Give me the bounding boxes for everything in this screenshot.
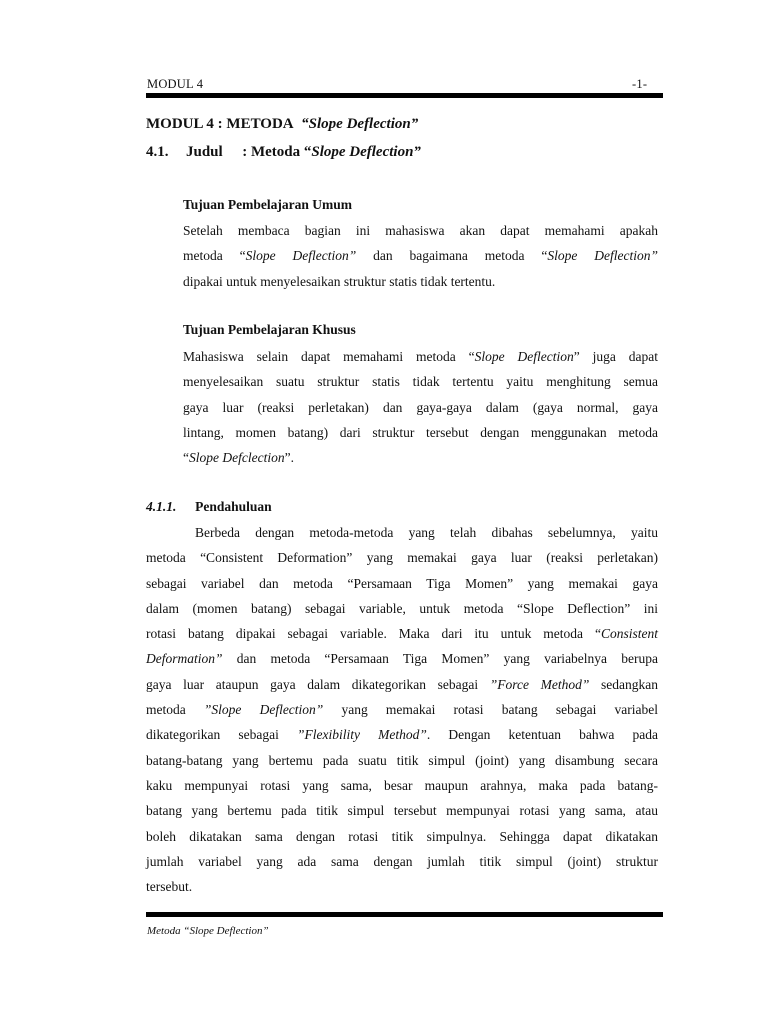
umum-line-1: Setelah membaca bagian ini mahasiswa akan dapat memahami apakah [183, 223, 658, 238]
body-line-13: boleh dikatakan sama dengan rotasi titik simpulnya. Sehingga dapat dikatakan [146, 828, 658, 844]
body-line-3: sebagai variabel dan metoda “Persamaan Tiga Momen” yang memakai gaya [146, 575, 658, 591]
khusus-paragraph [183, 344, 658, 470]
khusus-line-3: gaya luar (reaksi perletakan) dan gaya-gaya dalam (gaya normal, gaya [183, 399, 658, 415]
module-title [146, 116, 418, 133]
umum-line-2: metoda “Slope Deflection” dan bagaimana metoda “Slope Deflection” [183, 248, 658, 264]
section-title-value: : Metoda “Slope Deflection” [242, 144, 421, 160]
footer-rule [146, 912, 663, 917]
body-line-12: batang yang bertemu pada titik simpul tersebut mempunyai rotasi yang sama, atau [146, 803, 658, 819]
khusus-line-1: Mahasiswa selain dapat memahami metoda “Slope Deflection” juga dapat [183, 349, 658, 364]
body-line-9: dikategorikan sebagai ”Flexibility Method”. Dengan ketentuan bahwa pada [146, 727, 658, 743]
subsection-number: 4.1.1. [146, 499, 177, 514]
umum-heading: Tujuan Pembelajaran Umum [183, 197, 353, 212]
body-line-7: gaya luar ataupun gaya dalam dikategorikan sebagai ”Force Method” sedangkan [146, 676, 658, 692]
khusus-line-2: menyelesaikan suatu struktur statis tidak tertentu yaitu menghitung semua [183, 374, 658, 390]
subsection-heading [146, 499, 272, 515]
khusus-line-4: lintang, momen batang) dari struktur tersebut dengan menggunakan metoda [183, 424, 658, 440]
body-line-11: kaku mempunyai rotasi yang sama, besar maupun arahnya, maka pada batang- [146, 777, 658, 793]
body-line-1: Berbeda dengan metoda-metoda yang telah dibahas sebelumnya, yaitu [195, 525, 658, 540]
body-line-4: dalam (momen batang) sebagai variable, untuk metoda “Slope Deflection” ini [146, 600, 658, 616]
umum-line-3: dipakai untuk menyelesaikan struktur statis tidak tertentu. [183, 273, 496, 289]
header-rule [146, 93, 663, 98]
section-title [146, 144, 421, 161]
body-line-8: metoda ”Slope Deflection” yang memakai rotasi batang sebagai variabel [146, 702, 658, 718]
body-line-15: tersebut. [146, 879, 193, 895]
body-line-2: metoda “Consistent Deformation” yang memakai gaya luar (reaksi perletakan) [146, 550, 658, 566]
module-title-text: MODUL 4 : METODA “Slope Deflection” [146, 116, 419, 132]
section-title-number: 4.1. [146, 144, 169, 160]
khusus-line-5: “Slope Defclection”. [183, 450, 294, 466]
footer-text: Metoda “Slope Deflection” [147, 925, 269, 937]
body-line-5: rotasi batang dipakai sebagai variable. Maka dari itu untuk metoda “Consistent [146, 626, 658, 642]
header-module-label: MODUL 4 [147, 77, 204, 91]
body-line-10: batang-batang yang bertemu pada suatu titik simpul (joint) yang disambung secara [146, 752, 658, 768]
pendahuluan-paragraph [146, 520, 658, 899]
umum-paragraph [183, 218, 658, 294]
header-page-number: -1- [632, 77, 648, 91]
section-title-label: Judul [186, 144, 223, 160]
body-line-14: jumlah variabel yang ada sama dengan jumlah titik simpul (joint) struktur [146, 853, 658, 869]
khusus-heading: Tujuan Pembelajaran Khusus [183, 322, 356, 337]
body-line-6: Deformation” dan metoda “Persamaan Tiga Momen” yang variabelnya berupa [146, 651, 658, 667]
subsection-title: Pendahuluan [195, 499, 272, 514]
